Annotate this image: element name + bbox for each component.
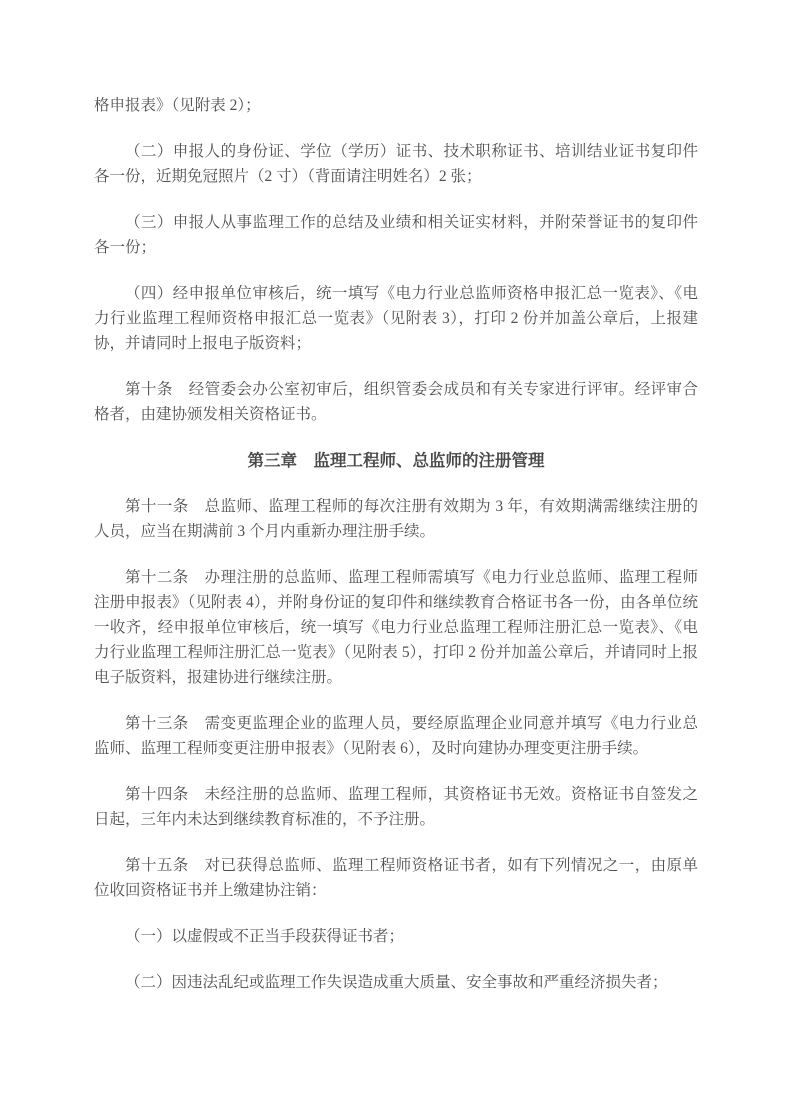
numbered-item-2-revoke: （二）因违法乱纪或监理工作失误造成重大质量、安全事故和严重经济损失者； bbox=[125, 974, 668, 991]
continuation-line: 格申报表》（见附表 2）； bbox=[94, 97, 261, 114]
article-10-paragraph: 第十条 经管委会办公室初审后，组织管委会成员和有关专家进行评审。经评审合格者，由建协颁发相关资格证书。 bbox=[94, 381, 698, 423]
numbered-item-2: （二）申报人的身份证、学位（学历）证书、技术职称证书、培训结业证书复印件各一份，近期免冠照片（2 寸）（背面请注明姓名）2 张； bbox=[94, 143, 698, 185]
numbered-item-1-revoke: （一）以虚假或不正当手段获得证书者； bbox=[125, 928, 405, 945]
chapter-3-heading: 第三章 监理工程师、总监师的注册管理 bbox=[247, 451, 545, 470]
article-14-paragraph: 第十四条 未经注册的总监师、监理工程师，其资格证书无效。资格证书自签发之日起，三年内未达到继续教育标准的，不予注册。 bbox=[94, 786, 698, 828]
article-11-paragraph: 第十一条 总监师、监理工程师的每次注册有效期为 3 年，有效期满需继续注册的人员，应当在期满前 3 个月内重新办理注册手续。 bbox=[94, 498, 698, 540]
article-13-paragraph: 第十三条 需变更监理企业的监理人员，要经原监理企业同意并填写《电力行业总监师、监理工程师变更注册申报表》（见附表 6），及时向建协办理变更注册手续。 bbox=[94, 715, 698, 757]
numbered-item-3: （三）申报人从事监理工作的总结及业绩和相关证实材料，并附荣誉证书的复印件各一份； bbox=[94, 214, 698, 256]
article-15-paragraph: 第十五条 对已获得总监师、监理工程师资格证书者，如有下列情况之一，由原单位收回资格证书并上缴建协注销： bbox=[94, 857, 698, 899]
article-12-paragraph: 第十二条 办理注册的总监师、监理工程师需填写《电力行业总监师、监理工程师注册申报表》（见附表 4），并附身份证的复印件和继续教育合格证书各一份，由各单位统一收齐，经申报单位审核后，统一填写《电力行业总监理工程师注册汇总一览表》、《电力行业监理工程师注册汇总一览表》（见附表 5），打印 2 份并加盖公章后，并请同时上报电子版资料，报建协进行继续注册。 bbox=[94, 569, 698, 686]
numbered-item-4: （四）经申报单位审核后，统一填写《电力行业总监师资格申报汇总一览表》、《电力行业监理工程师资格申报汇总一览表》（见附表 3），打印 2 份并加盖公章后，上报建协，并请同时上报电子版资料； bbox=[94, 285, 698, 352]
